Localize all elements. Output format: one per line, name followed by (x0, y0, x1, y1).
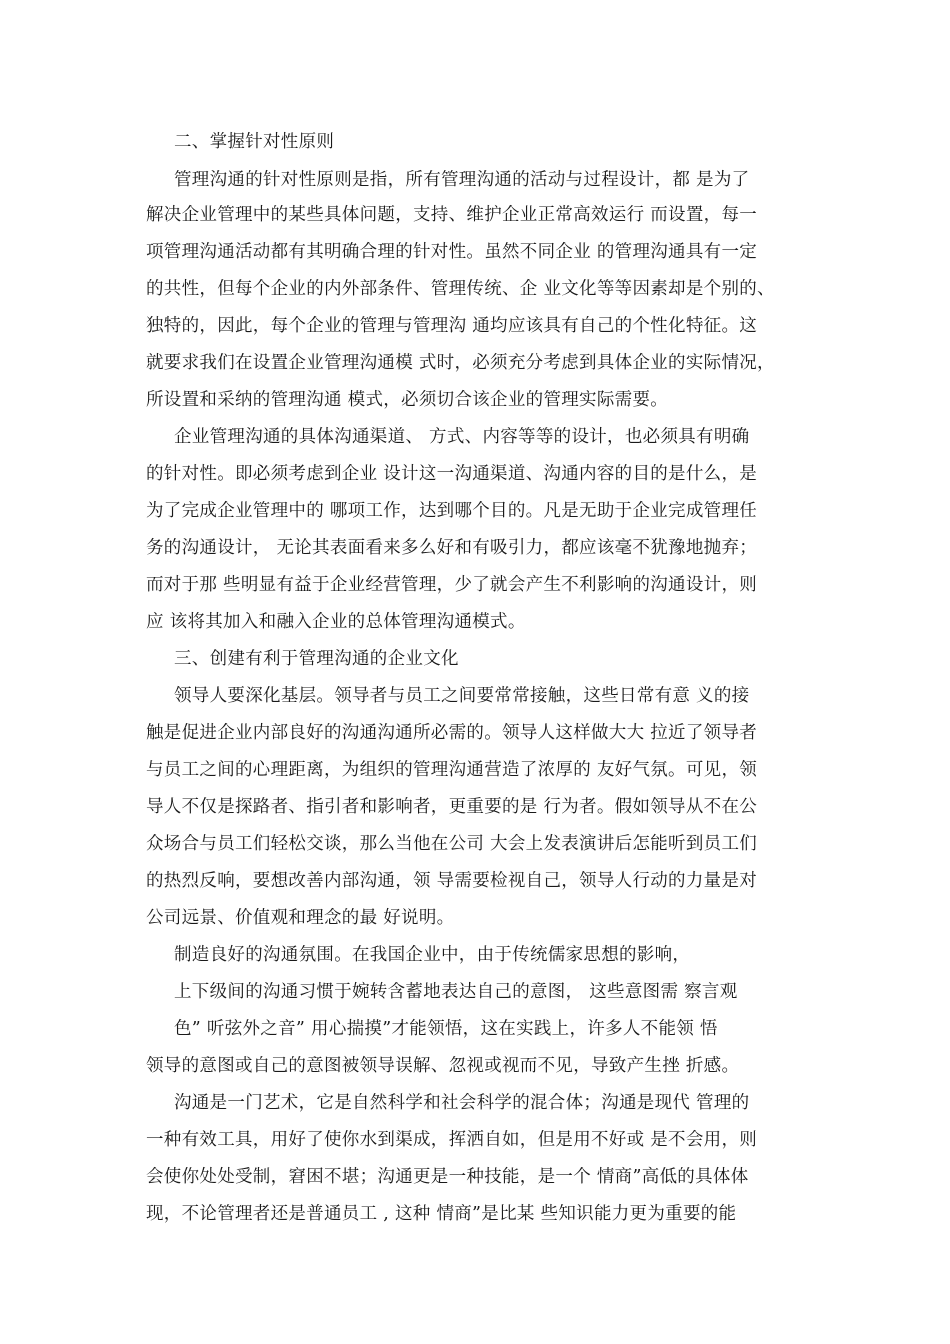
paragraph-line: 的热烈反响，要想改善内部沟通，领 导需要检视自己，领导人行动的力量是对 (146, 871, 758, 891)
paragraph-line: 务的沟通设计， 无论其表面看来多么好和有吸引力，都应该毫不犹豫地抛弃； (146, 538, 758, 558)
heading-section-two: 二、掌握针对性原则 (174, 132, 335, 152)
paragraph-line: 色” 听弦外之音” 用心揣摸”才能领悟，这在实践上，许多人不能领 悟 (174, 1019, 718, 1039)
paragraph-line: 为了完成企业管理中的 哪项工作，达到哪个目的。凡是无助于企业完成管理任 (146, 501, 758, 521)
paragraph-line: 制造良好的沟通氛围。在我国企业中，由于传统儒家思想的影响， (174, 945, 691, 965)
paragraph-line: 解决企业管理中的某些具体问题，支持、维护企业正常高效运行 而设置，每一 (146, 205, 758, 225)
paragraph-line: 领导的意图或自己的意图被领导误解、忽视或视而不见，导致产生挫 折感。 (146, 1056, 740, 1076)
paragraph-line: 现，不论管理者还是普通员工 , 这种 情商”是比某 些知识能力更为重要的能 (146, 1204, 737, 1224)
paragraph-line: 沟通是一门艺术，它是自然科学和社会科学的混合体；沟通是现代 管理的 (174, 1093, 750, 1113)
paragraph-line: 上下级间的沟通习惯于婉转含蓄地表达自己的意图， 这些意图需 察言观 (174, 982, 738, 1002)
paragraph-line: 众场合与员工们轻松交谈，那么当他在公司 大会上发表演讲后怎能听到员工们 (146, 834, 758, 854)
paragraph-line: 独特的，因此，每个企业的管理与管理沟 通均应该具有自己的个性化特征。这 (146, 316, 758, 336)
paragraph-line: 与员工之间的心理距离，为组织的管理沟通营造了浓厚的 友好气氛。可见，领 (146, 760, 758, 780)
paragraph-line: 领导人要深化基层。领导者与员工之间要常常接触，这些日常有意 义的接 (174, 686, 750, 706)
paragraph-line: 的针对性。即必须考虑到企业 设计这一沟通渠道、沟通内容的目的是什么，是 (146, 464, 758, 484)
paragraph-line: 会使你处处受制，窘困不堪；沟通更是一种技能，是一个 情商”高低的具体体 (146, 1167, 749, 1187)
paragraph-line: 公司远景、价值观和理念的最 好说明。 (146, 908, 455, 928)
paragraph-line: 管理沟通的针对性原则是指，所有管理沟通的活动与过程设计，都 是为了 (174, 170, 750, 190)
paragraph-line: 项管理沟通活动都有其明确合理的针对性。虽然不同企业 的管理沟通具有一定 (146, 242, 758, 262)
paragraph-line: 的共性，但每个企业的内外部条件、管理传统、企 业文化等等因素却是个别的、 (146, 279, 775, 299)
paragraph-line: 就要求我们在设置企业管理沟通模 式时，必须充分考虑到具体企业的实际情况， (146, 353, 775, 373)
paragraph-line: 一种有效工具，用好了使你水到渠成，挥洒自如，但是用不好或 是不会用，则 (146, 1130, 758, 1150)
paragraph-line: 应 该将其加入和融入企业的总体管理沟通模式。 (146, 612, 526, 632)
paragraph-line: 企业管理沟通的具体沟通渠道、 方式、内容等等的设计，也必须具有明确 (174, 427, 750, 447)
paragraph-line: 所设置和采纳的管理沟通 模式，必须切合该企业的管理实际需要。 (146, 390, 669, 410)
paragraph-line: 导人不仅是探路者、指引者和影响者，更重要的是 行为者。假如领导从不在公 (146, 797, 758, 817)
heading-section-three: 三、创建有利于管理沟通的企业文化 (174, 649, 459, 669)
paragraph-line: 而对于那 些明显有益于企业经营管理，少了就会产生不利影响的沟通设计，则 (146, 575, 758, 595)
paragraph-line: 触是促进企业内部良好的沟通沟通所必需的。领导人这样做大大 拉近了领导者 (146, 723, 758, 743)
